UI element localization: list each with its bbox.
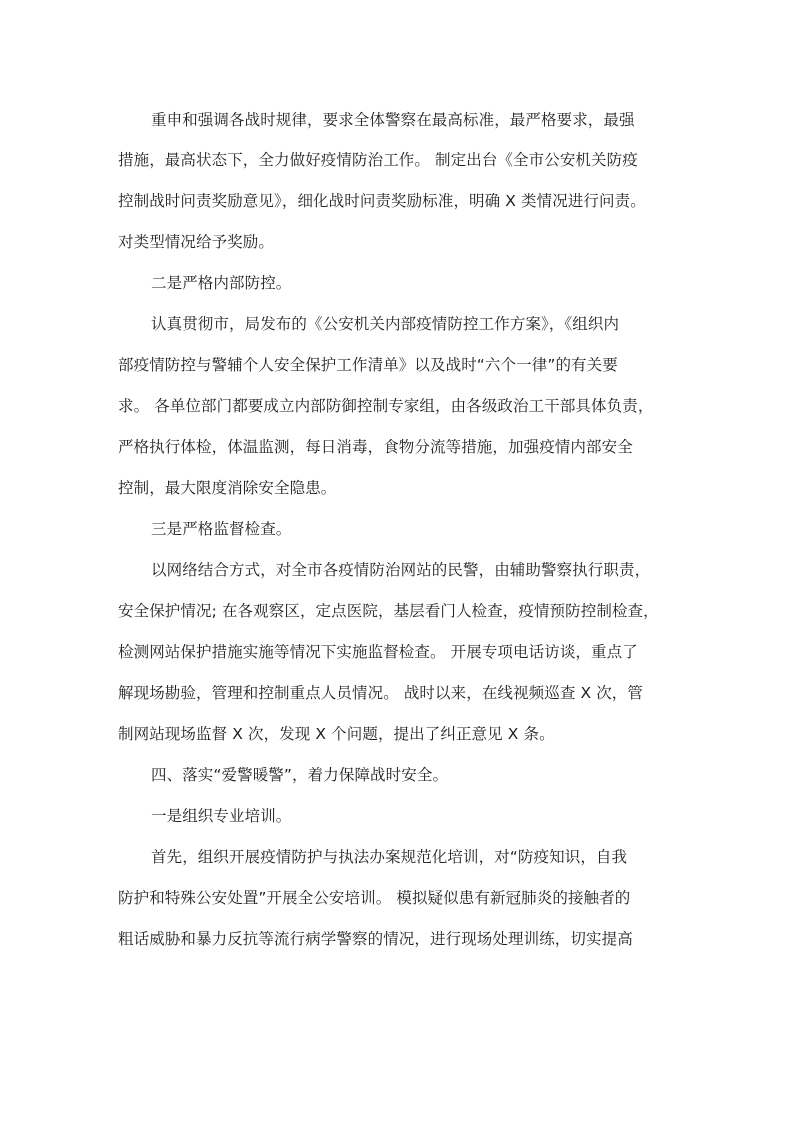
paragraph-line: 粗话威胁和暴力反抗等流行病学警察的情况，进行现场处理训练，切实提高 — [118, 930, 633, 948]
section-heading: 三是严格监督检查。 — [151, 520, 292, 538]
paragraph-line: 控制，最大限度消除安全隐患。 — [118, 479, 337, 497]
paragraph-line: 严格执行体检，体温监测，每日消毒，食物分流等措施，加强疫情内部安全 — [118, 438, 633, 456]
paragraph-line: 措施，最高状态下，全力做好疫情防治工作。 制定出台《全市公安机关防疫 — [118, 151, 638, 169]
paragraph-line: 制网站现场监督 X 次，发现 X 个问题，提出了纠正意见 X 条。 — [118, 725, 555, 743]
paragraph-line: 首先，组织开展疫情防护与执法办案规范化培训，对“防疫知识，自我 — [151, 848, 628, 866]
paragraph-line: 求。 各单位部门都要成立内部防御控制专家组，由各级政治工干部具体负责， — [118, 397, 654, 415]
section-heading: 一是组织专业培训。 — [151, 807, 292, 825]
paragraph-line: 认真贯彻市，局发布的《公安机关内部疫情防控工作方案》，《组织内 — [151, 315, 620, 333]
paragraph-line: 控制战时问责奖励意见》，细化战时问责奖励标准，明确 X 类情况进行问责。 — [118, 192, 646, 210]
paragraph-line: 部疫情防控与警辅个人安全保护工作清单》以及战时“六个一律”的有关要 — [118, 356, 618, 374]
section-heading: 四、落实“爱警暖警”，着力保障战时安全。 — [151, 766, 449, 784]
paragraph-line: 安全保护情况; 在各观察区，定点医院，基层看门人检查，疫情预防控制检查， — [118, 602, 659, 620]
paragraph-line: 对类型情况给予奖励。 — [118, 233, 275, 251]
paragraph-line: 以网络结合方式，对全市各疫情防治网站的民警，由辅助警察执行职责， — [151, 561, 651, 579]
paragraph-line: 检测网站保护措施实施等情况下实施监督检查。 开展专项电话访谈，重点了 — [118, 643, 638, 661]
section-heading: 二是严格内部防控。 — [151, 274, 292, 292]
paragraph-line: 解现场勘验，管理和控制重点人员情况。 战时以来，在线视频巡查 X 次，管 — [118, 684, 644, 702]
paragraph-line: 防护和特殊公安处置”开展全公安培训。 模拟疑似患有新冠肺炎的接触者的 — [118, 889, 631, 907]
paragraph-line: 重申和强调各战时规律，要求全体警察在最高标准，最严格要求，最强 — [151, 111, 635, 129]
